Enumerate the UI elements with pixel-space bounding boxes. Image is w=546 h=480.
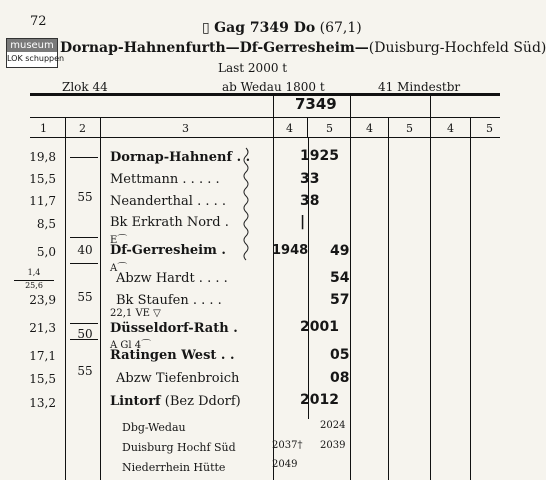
departure-time: 54 — [330, 270, 350, 286]
station-note: A Gl 4⌒ — [110, 340, 152, 351]
train-number: 7349 — [295, 95, 337, 113]
sub-station-name: Duisburg Hochf Süd — [122, 441, 236, 454]
mindestbr-label: 41 Mindestbr — [378, 80, 461, 94]
departure-time: 57 — [330, 292, 350, 308]
arrival-time: 1948 — [272, 243, 309, 258]
logo-bottom-text: LOK schuppen — [7, 54, 65, 63]
row-km: 21,3 — [29, 321, 56, 335]
station-note: E⌒ — [110, 235, 128, 246]
sec-sep-1 — [70, 157, 98, 158]
departure-time: 1925 — [300, 148, 339, 164]
station-name: Mettmann . . . . . — [110, 172, 220, 187]
station-name: Abzw Tiefenbroich — [116, 371, 240, 386]
logo-top-text: museum — [7, 39, 57, 52]
station-name: Df-Gerresheim . — [110, 243, 226, 258]
station-note: 22,1 VE ▽ — [110, 308, 161, 319]
sec-sep-3 — [70, 263, 98, 264]
departure-time: 49 — [330, 243, 350, 259]
station-name: Neanderthal . . . . — [110, 194, 226, 209]
colnum-9: 5 — [486, 122, 493, 135]
train-weight: (67,1) — [319, 20, 362, 36]
section-speed: 55 — [77, 290, 93, 304]
station-name: Bk Staufen . . . . — [116, 293, 222, 308]
departure-time: 2012 — [300, 392, 339, 408]
row-km: 19,8 — [29, 150, 56, 164]
colnum-4: 4 — [286, 122, 293, 135]
section-speed: 50 — [77, 327, 93, 341]
departure-time: 33 — [300, 171, 320, 187]
section-speed: 55 — [77, 364, 93, 378]
colnum-7: 5 — [406, 122, 413, 135]
departure-time: 05 — [330, 347, 350, 363]
station-name: Ratingen West . . — [110, 348, 235, 363]
row-km: 11,7 — [29, 194, 56, 208]
row-km: 15,5 — [29, 172, 56, 186]
station-name: Dornap-Hahnenf . . — [110, 150, 251, 165]
row-km: 17,1 — [29, 349, 56, 363]
colnum-5: 5 — [326, 122, 333, 135]
sub-departure-time: 2024 — [320, 420, 346, 431]
col-divider-8 — [470, 117, 471, 480]
route-extra: (Duisburg-Hochfeld Süd) — [368, 40, 546, 56]
row-km: 8,5 — [36, 217, 56, 231]
section-speed: 40 — [77, 243, 93, 257]
col-divider-6 — [388, 117, 389, 480]
zlok-label: Zlok 44 — [62, 80, 108, 94]
sub-arrival-time: 2037† — [272, 440, 303, 451]
km-fraction-bottom: 25,6 — [25, 281, 43, 290]
sec-sep-2 — [70, 237, 98, 238]
colnum-8: 4 — [447, 122, 454, 135]
col-divider-5 — [350, 93, 351, 480]
col-divider-7 — [430, 93, 431, 480]
departure-time: | — [300, 214, 306, 230]
col-divider-2 — [100, 117, 101, 480]
train-line: Gag 7349 Do — [214, 20, 316, 36]
ab-wedau-label: ab Wedau 1800 t — [222, 80, 325, 94]
colnum-1: 1 — [40, 122, 47, 135]
departure-time: 08 — [330, 370, 350, 386]
colnum-2: 2 — [79, 122, 86, 135]
row-km: 23,9 — [29, 293, 56, 307]
departure-time: 2001 — [300, 319, 339, 335]
colnum-6: 4 — [366, 122, 373, 135]
route-title — [60, 40, 546, 56]
train-title — [202, 20, 362, 36]
sub-departure-time: 2039 — [320, 440, 346, 451]
sub-station-name: Dbg-Wedau — [122, 421, 186, 434]
col-divider-1 — [65, 117, 66, 480]
sub-station-name: Niederrhein Hütte — [122, 461, 226, 474]
page-number: 72 — [30, 14, 47, 29]
col-divider-3 — [273, 93, 274, 480]
museum-logo — [6, 38, 65, 68]
station-name: Bk Erkrath Nord . — [110, 215, 229, 230]
station-name: Abzw Hardt . . . . — [116, 271, 228, 286]
section-speed: 55 — [77, 190, 93, 204]
sub-arrival-time: 2049 — [272, 459, 298, 470]
running-line-icon — [241, 148, 251, 260]
row-km: 5,0 — [36, 245, 56, 259]
sec-sep-4 — [70, 323, 98, 324]
station-name: Lintorf (Bez Ddorf) — [110, 394, 241, 409]
station-name: Düsseldorf-Rath . — [110, 321, 238, 336]
km-fraction-top: 1,4 — [27, 268, 41, 277]
station-note: A⌒ — [110, 263, 128, 274]
col-divider-4a — [307, 117, 308, 137]
train-symbol-icon: ▯ — [202, 20, 210, 36]
departure-time: 38 — [300, 193, 320, 209]
row-km: 13,2 — [29, 396, 56, 410]
load-line: Last 2000 t — [218, 61, 288, 75]
colnum-3: 3 — [182, 122, 189, 135]
route-main: Dornap-Hahnenfurth—Df-Gerresheim— — [60, 40, 369, 56]
row-km: 15,5 — [29, 372, 56, 386]
